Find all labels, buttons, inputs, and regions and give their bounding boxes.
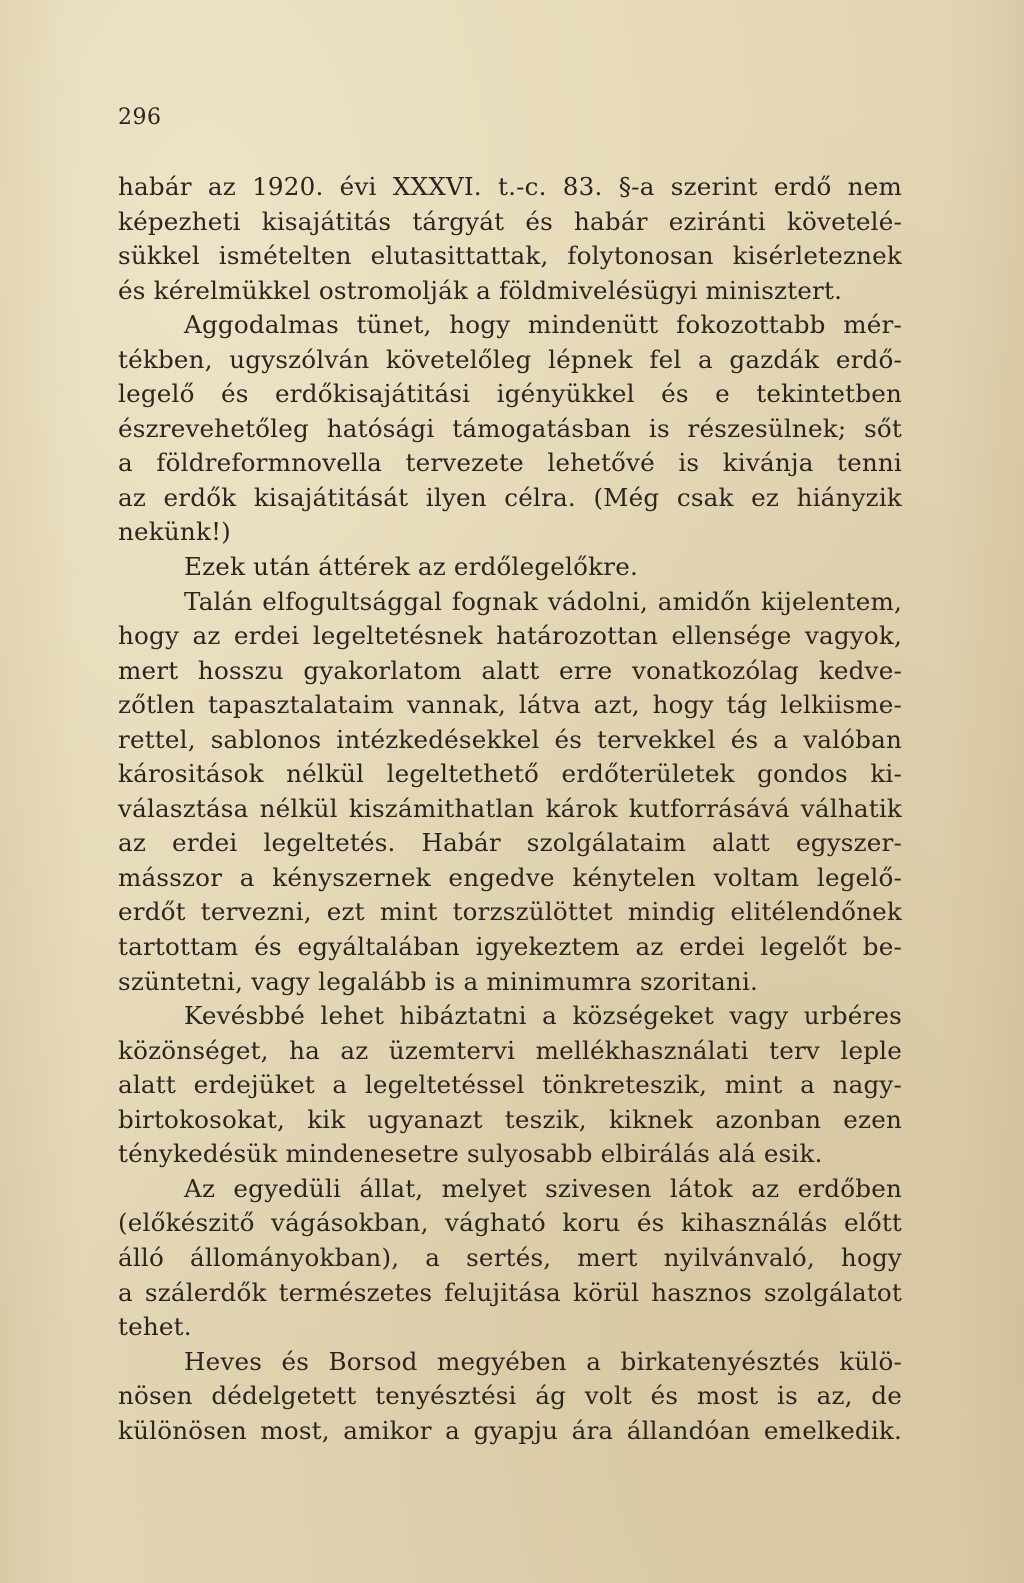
text-line: tartottam és egyáltalában igyekeztem az erdei legelőt be- bbox=[118, 932, 902, 962]
text-line: különösen most, amikor a gyapju ára állandóan emelkedik. bbox=[118, 1415, 902, 1445]
text-line: rettel, sablonos intézkedésekkel és tervekkel és a valóban bbox=[118, 724, 902, 754]
text-line: tékben, ugyszólván követelőleg lépnek fel a gazdák erdő- bbox=[118, 344, 902, 374]
text-line: álló állományokban), a sertés, mert nyilvánvaló, hogy bbox=[118, 1242, 902, 1272]
text-line: képezheti kisajátitás tárgyát és habár eziránti követelé- bbox=[118, 206, 902, 236]
text-line: észrevehetőleg hatósági támogatásban is részesülnek; sőt bbox=[118, 413, 902, 443]
text-line: közönséget, ha az üzemtervi mellékhasználati terv leple bbox=[118, 1035, 902, 1065]
text-line: az erdei legeltetés. Habár szolgálataim alatt egyszer- bbox=[118, 828, 902, 858]
page-number: 296 bbox=[118, 105, 162, 130]
text-line: zőtlen tapasztalataim vannak, látva azt, hogy tág lelkiisme- bbox=[118, 690, 902, 720]
text-line: legelő és erdőkisajátitási igényükkel és e tekintetben bbox=[118, 379, 902, 409]
text-line: és kérelmükkel ostromolják a földmivelésügyi minisztert. bbox=[118, 275, 843, 305]
text-line: Heves és Borsod megyében a birkatenyésztés külö- bbox=[184, 1346, 902, 1376]
text-line: választása nélkül kiszámithatlan károk kutforrásává válhatik bbox=[118, 793, 902, 823]
text-line: Talán elfogultsággal fognak vádolni, amidőn kijelentem, bbox=[184, 586, 902, 616]
text-line: ténykedésük mindenesetre sulyosabb elbirálás alá esik. bbox=[118, 1139, 823, 1169]
text-line: a földreformnovella tervezete lehetővé is kivánja tenni bbox=[118, 448, 902, 478]
text-line: hogy az erdei legeltetésnek határozottan ellensége vagyok, bbox=[118, 621, 902, 651]
text-line: az erdők kisajátitását ilyen célra. (Még csak ez hiányzik bbox=[118, 482, 902, 512]
text-line: alatt erdejüket a legeltetéssel tönkreteszik, mint a nagy- bbox=[118, 1070, 902, 1100]
text-line: kárositások nélkül legeltethető erdőterületek gondos ki- bbox=[118, 759, 902, 789]
text-line: Ezek után áttérek az erdőlegelőkre. bbox=[184, 552, 638, 582]
text-line: birtokosokat, kik ugyanazt teszik, kiknek azonban ezen bbox=[118, 1104, 902, 1134]
text-line: (előkészitő vágásokban, vágható koru és kihasználás előtt bbox=[118, 1208, 902, 1238]
text-line: Az egyedüli állat, melyet szivesen látok az erdőben bbox=[184, 1173, 902, 1203]
text-line: sükkel ismételten elutasittattak, folytonosan kisérleteznek bbox=[118, 241, 902, 271]
text-line: mert hosszu gyakorlatom alatt erre vonatkozólag kedve- bbox=[118, 655, 902, 685]
body-text bbox=[118, 170, 902, 1448]
text-line: másszor a kényszernek engedve kénytelen voltam legelő- bbox=[118, 862, 902, 892]
text-line: a szálerdők természetes felujitása körül hasznos szolgálatot bbox=[118, 1277, 902, 1307]
text-line: nösen dédelgetett tenyésztési ág volt és most is az, de bbox=[118, 1381, 902, 1411]
text-line: Kevésbbé lehet hibáztatni a községeket vagy urbéres bbox=[184, 1001, 902, 1031]
text-line: habár az 1920. évi XXXVI. t.-c. 83. §-a szerint erdő nem bbox=[118, 172, 902, 201]
text-line: szüntetni, vagy legalább is a minimumra szoritani. bbox=[118, 966, 759, 996]
text-line: tehet. bbox=[118, 1312, 192, 1342]
text-line: Aggodalmas tünet, hogy mindenütt fokozottabb mér- bbox=[184, 310, 902, 340]
text-line: nekünk!) bbox=[118, 517, 231, 547]
text-line: erdőt tervezni, ezt mint torzszülöttet mindig elitélendőnek bbox=[118, 897, 902, 927]
